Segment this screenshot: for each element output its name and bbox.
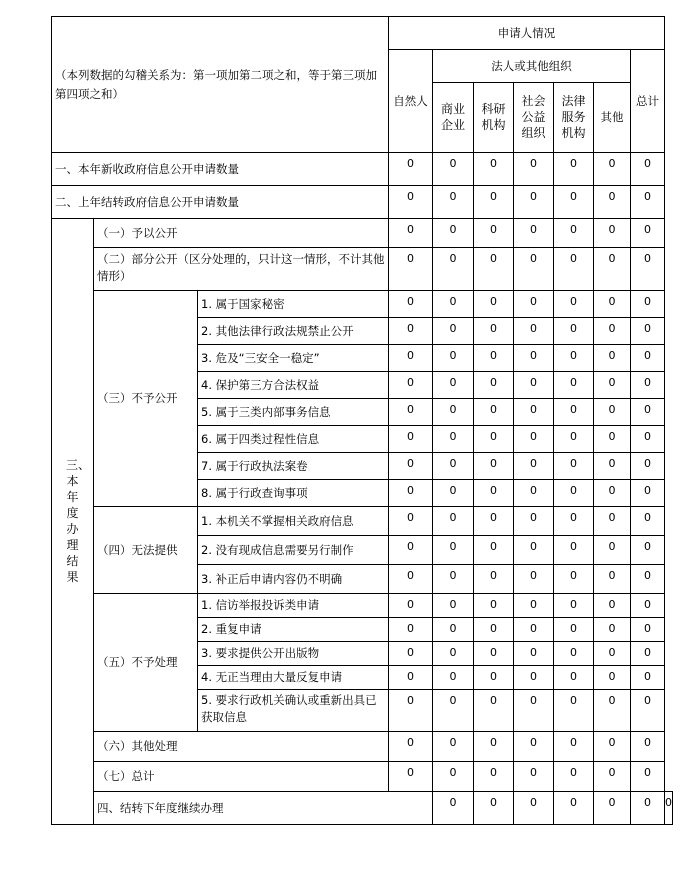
cell-value: 0 [474,186,514,219]
cell-value: 0 [554,372,594,399]
cell-value: 0 [631,248,665,291]
cell-value: 0 [631,666,665,690]
cell-value: 0 [631,399,665,426]
cell-value: 0 [631,507,665,536]
cell-value: 0 [433,426,474,453]
cell-value: 0 [433,318,474,345]
table-row [52,153,673,186]
cell-value: 0 [554,291,594,318]
row-label: 二、上年结转政府信息公开申请数量 [52,186,389,219]
cell-value: 0 [594,399,631,426]
cell-value: 0 [631,219,665,248]
cell-value: 0 [594,153,631,186]
cell-value: 0 [389,291,433,318]
cell-value: 0 [389,666,433,690]
cell-value: 0 [474,426,514,453]
cell-value: 0 [554,507,594,536]
table-row [52,219,673,248]
cell-value: 0 [594,372,631,399]
cell-value: 0 [594,594,631,618]
cell-value: 0 [389,186,433,219]
cell-value: 0 [594,666,631,690]
item-label: 7. 属于行政执法案卷 [198,453,389,480]
cell-value: 0 [554,186,594,219]
cell-value: 0 [514,762,554,792]
cell-value: 0 [594,186,631,219]
cell-value: 0 [554,732,594,762]
cell-value: 0 [433,565,474,594]
item-label: 4. 无正当理由大量反复申请 [198,666,389,690]
cell-value: 0 [433,399,474,426]
cell-value: 0 [594,453,631,480]
cell-value: 0 [514,453,554,480]
cell-value: 0 [474,762,514,792]
cell-value: 0 [389,536,433,565]
cell-value: 0 [474,792,514,825]
cell-value: 0 [474,453,514,480]
cell-value: 0 [631,762,665,792]
cell-value: 0 [389,565,433,594]
cell-value: 0 [474,399,514,426]
row-label: （七）总计 [94,762,389,792]
cell-value: 0 [554,792,594,825]
cell-value: 0 [594,536,631,565]
cell-value: 0 [389,618,433,642]
cell-value: 0 [554,690,594,732]
cell-value: 0 [665,792,673,825]
cell-value: 0 [433,762,474,792]
cell-value: 0 [631,642,665,666]
cell-value: 0 [474,666,514,690]
group-label-s4: （四）无法提供 [94,507,198,594]
cell-value: 0 [554,618,594,642]
item-label: 2. 其他法律行政法规禁止公开 [198,318,389,345]
table-row [52,248,673,291]
cell-value: 0 [389,153,433,186]
cell-value: 0 [631,480,665,507]
cell-value: 0 [514,219,554,248]
cell-value: 0 [631,594,665,618]
cell-value: 0 [594,732,631,762]
item-label: 2. 重复申请 [198,618,389,642]
cell-value: 0 [631,153,665,186]
cell-value: 0 [433,248,474,291]
cell-value: 0 [594,792,631,825]
item-label: 1. 本机关不掌握相关政府信息 [198,507,389,536]
cell-value: 0 [514,565,554,594]
cell-value: 0 [554,536,594,565]
other-header: 其他 [594,83,631,153]
cell-value: 0 [389,762,433,792]
cell-value: 0 [594,291,631,318]
cell-value: 0 [389,345,433,372]
table-row [52,792,673,825]
cell-value: 0 [514,666,554,690]
cell-value: 0 [474,345,514,372]
item-label: 3. 危及“三安全一稳定” [198,345,389,372]
cell-value: 0 [474,536,514,565]
header-note: （本列数据的勾稽关系为：第一项加第二项之和，等于第三项加第四项之和） [52,17,389,153]
cell-value: 0 [631,186,665,219]
cell-value: 0 [389,732,433,762]
applicant-situation-header: 申请人情况 [389,17,665,50]
cell-value: 0 [433,480,474,507]
cell-value: 0 [514,291,554,318]
cell-value: 0 [433,186,474,219]
item-label: 2. 没有现成信息需要另行制作 [198,536,389,565]
table-row [52,762,673,792]
cell-value: 0 [474,565,514,594]
cell-value: 0 [514,399,554,426]
cell-value: 0 [514,732,554,762]
item-label: 1. 属于国家秘密 [198,291,389,318]
cell-value: 0 [554,318,594,345]
cell-value: 0 [514,642,554,666]
item-label: 5. 要求行政机关确认或重新出具已获取信息 [198,690,389,732]
cell-value: 0 [594,480,631,507]
row-label: 四、结转下年度继续办理 [94,792,433,825]
item-label: 1. 信访举报投诉类申请 [198,594,389,618]
commercial-header: 商业企业 [433,83,474,153]
cell-value: 0 [474,372,514,399]
cell-value: 0 [594,565,631,594]
cell-value: 0 [433,453,474,480]
item-label: 3. 补正后申请内容仍不明确 [198,565,389,594]
cell-value: 0 [594,318,631,345]
cell-value: 0 [554,248,594,291]
cell-value: 0 [474,507,514,536]
cell-value: 0 [389,642,433,666]
cell-value: 0 [631,318,665,345]
cell-value: 0 [554,480,594,507]
cell-value: 0 [389,594,433,618]
cell-value: 0 [594,618,631,642]
table-row [52,291,673,318]
research-header: 科研机构 [474,83,514,153]
table-row [52,507,673,536]
cell-value: 0 [594,426,631,453]
cell-value: 0 [433,792,474,825]
cell-value: 0 [631,618,665,642]
cell-value: 0 [474,732,514,762]
cell-value: 0 [433,666,474,690]
cell-value: 0 [594,690,631,732]
cell-value: 0 [389,399,433,426]
cell-value: 0 [631,565,665,594]
cell-value: 0 [514,792,554,825]
cell-value: 0 [514,690,554,732]
cell-value: 0 [433,618,474,642]
cell-value: 0 [433,372,474,399]
cell-value: 0 [389,480,433,507]
cell-value: 0 [594,507,631,536]
group-label-s5: （五）不予处理 [94,594,198,732]
item-label: 8. 属于行政查询事项 [198,480,389,507]
cell-value: 0 [554,762,594,792]
row-label: （六）其他处理 [94,732,389,762]
cell-value: 0 [594,762,631,792]
cell-value: 0 [474,153,514,186]
table-row [52,186,673,219]
cell-value: 0 [514,248,554,291]
cell-value: 0 [514,594,554,618]
cell-value: 0 [631,536,665,565]
cell-value: 0 [554,594,594,618]
cell-value: 0 [631,690,665,732]
cell-value: 0 [554,426,594,453]
cell-value: 0 [554,666,594,690]
cell-value: 0 [433,690,474,732]
row-label: 一、本年新收政府信息公开申请数量 [52,153,389,186]
item-label: 6. 属于四类过程性信息 [198,426,389,453]
cell-value: 0 [433,291,474,318]
cell-value: 0 [514,618,554,642]
cell-value: 0 [474,248,514,291]
cell-value: 0 [514,318,554,345]
cell-value: 0 [631,372,665,399]
cell-value: 0 [389,219,433,248]
report-table-wrapper [51,16,673,825]
group-label-s3: （三）不予公开 [94,291,198,507]
cell-value: 0 [514,186,554,219]
cell-value: 0 [514,536,554,565]
cell-value: 0 [554,453,594,480]
cell-value: 0 [474,219,514,248]
cell-value: 0 [433,153,474,186]
cell-value: 0 [389,453,433,480]
legal-service-header: 法律服务机构 [554,83,594,153]
cell-value: 0 [474,594,514,618]
cell-value: 0 [474,690,514,732]
cell-value: 0 [514,480,554,507]
row-label: （二）部分公开（区分处理的，只计这一情形，不计其他情形） [94,248,389,291]
cell-value: 0 [474,642,514,666]
cell-value: 0 [554,399,594,426]
cell-value: 0 [474,291,514,318]
cell-value: 0 [631,792,665,825]
cell-value: 0 [389,426,433,453]
item-label: 3. 要求提供公开出版物 [198,642,389,666]
cell-value: 0 [631,426,665,453]
cell-value: 0 [594,248,631,291]
section3-label: 三、本年度办理结果 [52,219,94,825]
cell-value: 0 [554,642,594,666]
cell-value: 0 [389,248,433,291]
cell-value: 0 [554,219,594,248]
cell-value: 0 [389,372,433,399]
legal-group-header: 法人或其他组织 [433,50,631,83]
cell-value: 0 [389,318,433,345]
cell-value: 0 [594,219,631,248]
cell-value: 0 [474,318,514,345]
item-label: 5. 属于三类内部事务信息 [198,399,389,426]
cell-value: 0 [433,732,474,762]
cell-value: 0 [389,507,433,536]
cell-value: 0 [514,507,554,536]
table-row [52,594,673,618]
social-header: 社会公益组织 [514,83,554,153]
item-label: 4. 保护第三方合法权益 [198,372,389,399]
cell-value: 0 [554,345,594,372]
cell-value: 0 [514,426,554,453]
total-header: 总计 [631,50,665,153]
cell-value: 0 [433,345,474,372]
cell-value: 0 [631,732,665,762]
cell-value: 0 [631,345,665,372]
cell-value: 0 [631,291,665,318]
cell-value: 0 [594,345,631,372]
cell-value: 0 [389,690,433,732]
table-row [52,732,673,762]
cell-value: 0 [433,219,474,248]
cell-value: 0 [514,153,554,186]
row-label: （一）予以公开 [94,219,389,248]
cell-value: 0 [433,642,474,666]
cell-value: 0 [433,536,474,565]
cell-value: 0 [474,618,514,642]
natural-person-header: 自然人 [389,50,433,153]
cell-value: 0 [514,345,554,372]
cell-value: 0 [594,642,631,666]
cell-value: 0 [554,153,594,186]
cell-value: 0 [474,480,514,507]
cell-value: 0 [514,372,554,399]
cell-value: 0 [433,507,474,536]
cell-value: 0 [433,594,474,618]
statistics-table [51,16,673,825]
cell-value: 0 [554,565,594,594]
cell-value: 0 [631,453,665,480]
